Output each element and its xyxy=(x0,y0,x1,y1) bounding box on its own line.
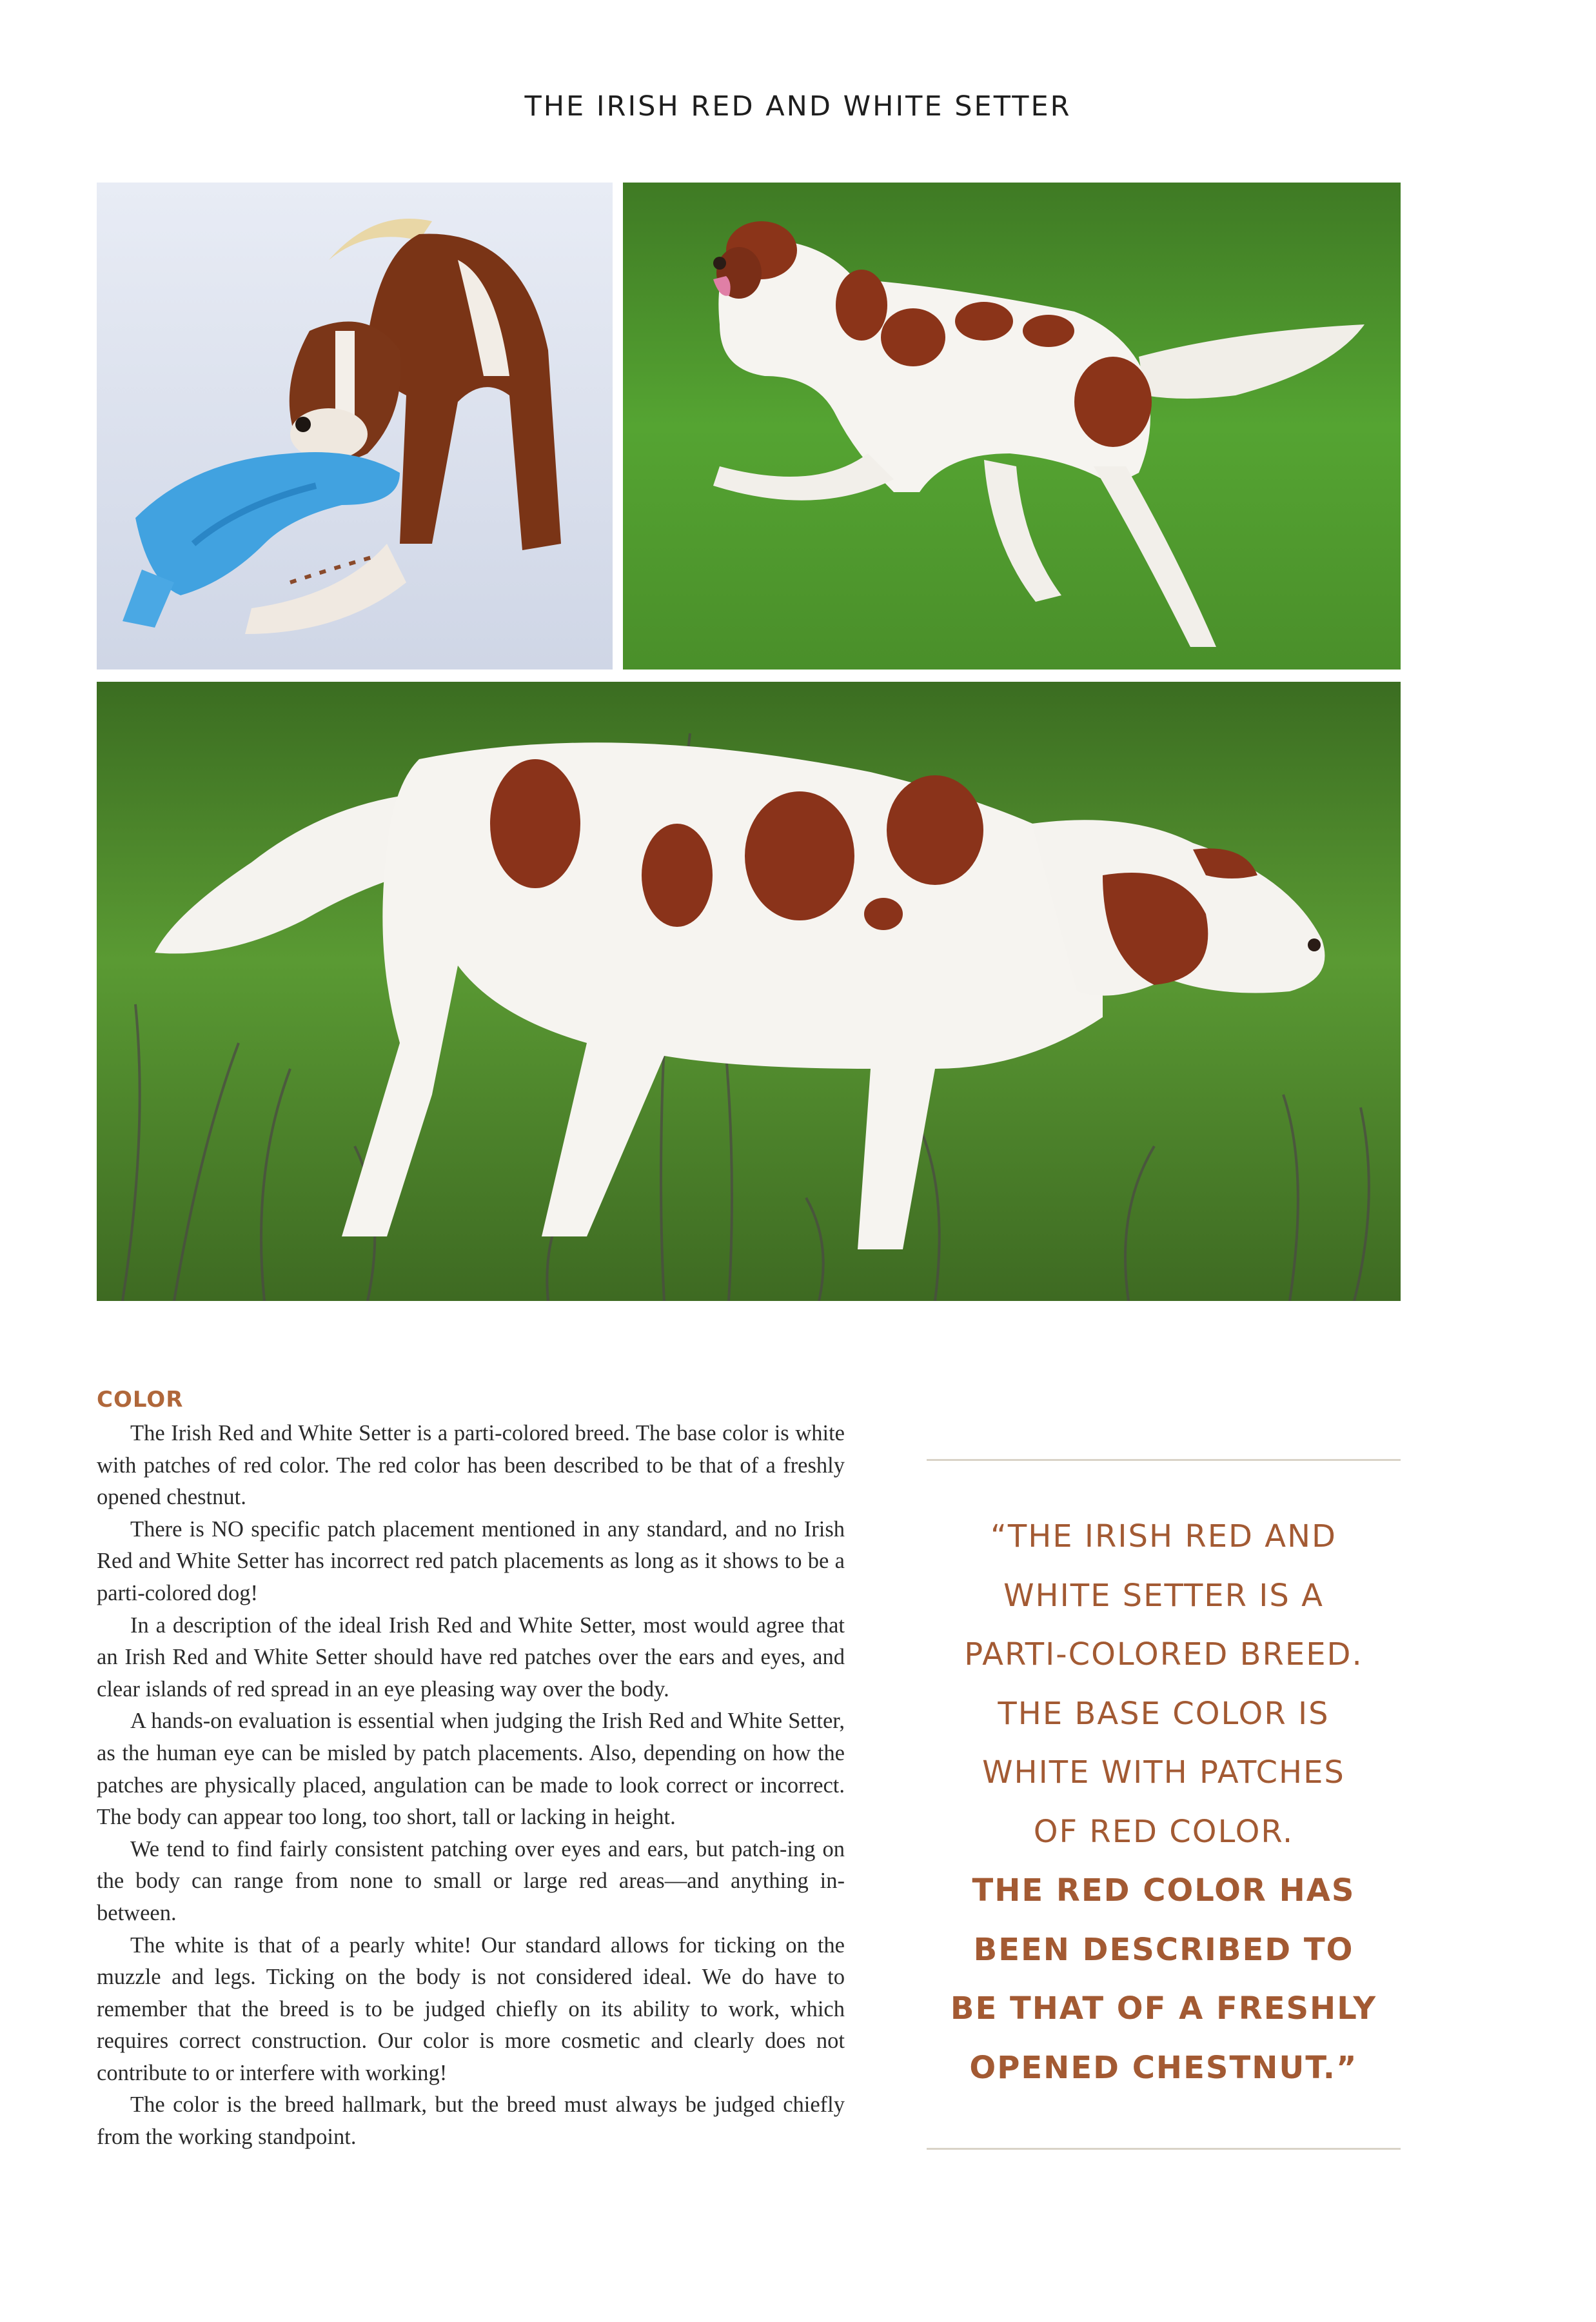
pull-quote-emphasis-line: OPENED CHESTNUT.” xyxy=(969,2049,1358,2086)
pull-quote-bottom-divider xyxy=(927,2148,1401,2150)
body-paragraph: In a description of the ideal Irish Red and White Setter, most would agree that an Irish Red and White Setter should have red patches over the ears and eyes, and clear islands of red spread in an eye pleasing way over the body. xyxy=(97,1612,845,1702)
body-paragraph: There is NO specific patch placement mentioned in any standard, and no Irish Red and White Setter has incorrect red patch placements as long as it shows to be a parti-colored dog! xyxy=(97,1516,845,1605)
page-header-title: THE IRISH RED AND WHITE SETTER xyxy=(524,90,1072,123)
pull-quote-emphasis-line: THE RED COLOR HAS xyxy=(972,1872,1355,1909)
pull-quote-line: “THE IRISH RED AND xyxy=(990,1518,1337,1554)
photo-setter-in-field xyxy=(97,682,1401,1301)
article-body xyxy=(97,1418,845,2154)
pull-quote xyxy=(927,1507,1401,2098)
body-paragraph: We tend to find fairly consistent patching over eyes and ears, but patch-ing on the body can range from none to small or large red areas—and anything in-between. xyxy=(97,1836,845,1925)
body-paragraph: The white is that of a pearly white! Our standard allows for ticking on the muzzle and legs. Ticking on the body is not considered ideal. We do have to remember that the breed is to be judged chiefly on its ability to work, which requires correct construction. Our color is more cosmetic and clearly does not contribute to or interfere with working! xyxy=(97,1932,845,2085)
pull-quote-emphasis-line: BEEN DESCRIBED TO xyxy=(973,1931,1354,1968)
pull-quote-line: THE BASE COLOR IS xyxy=(998,1695,1330,1732)
setter-pointing-icon xyxy=(97,682,1401,1301)
pull-quote-line: WHITE WITH PATCHES xyxy=(982,1754,1345,1791)
pull-quote-top-divider xyxy=(927,1459,1401,1461)
photo-setter-on-grass xyxy=(623,183,1401,670)
pull-quote-line: PARTI-COLORED BREED. xyxy=(964,1636,1363,1672)
photo-setter-in-snow xyxy=(97,183,613,670)
body-paragraph: A hands-on evaluation is essential when judging the Irish Red and White Setter, as the human eye can be misled by patch placements. Also, depending on how the patches are physically placed, angulation can be made to look correct or incorrect. The body can appear too long, too short, tall or lacking in height. xyxy=(97,1709,845,1830)
setter-with-blue-toy-icon xyxy=(97,183,613,670)
pull-quote-line: OF RED COLOR. xyxy=(1033,1813,1294,1850)
pull-quote-emphasis-line: BE THAT OF A FRESHLY xyxy=(950,1990,1377,2027)
section-heading-color: COLOR xyxy=(97,1387,184,1413)
pull-quote-line: WHITE SETTER IS A xyxy=(1003,1577,1324,1614)
body-paragraph: The Irish Red and White Setter is a parti-colored breed. The base color is white with patches of red color. The red color has been described to be that of a freshly opened chestnut. xyxy=(97,1421,845,1510)
body-paragraph: The color is the breed hallmark, but the breed must always be judged chiefly from the working standpoint. xyxy=(97,2092,845,2150)
setter-trotting-icon xyxy=(623,183,1401,670)
